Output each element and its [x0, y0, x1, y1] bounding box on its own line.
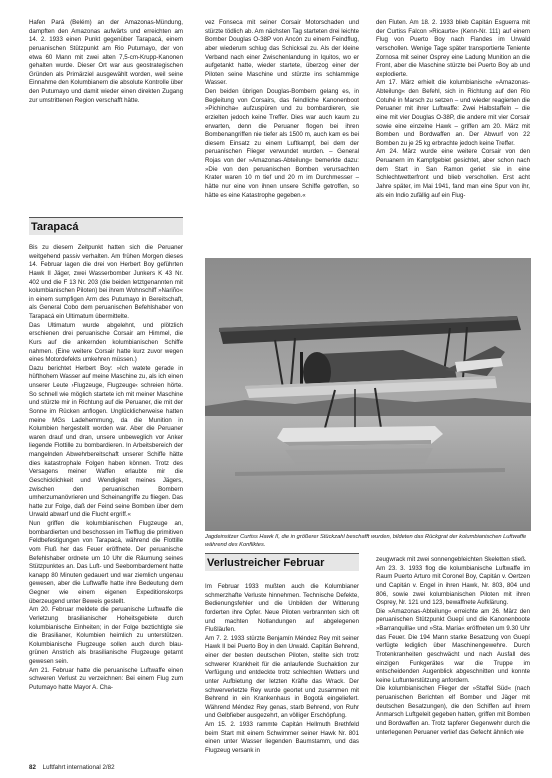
- paragraph: den Fluten. Am 18. 2. 1933 blieb Capitán Esguerra mit der Curtiss Falcon »Ricaurte« (Kenn-Nr. 111) auf einem Flug von Puerto Boy nach Flandes im Urwald verschollen. Wenige Tage später transportierte Teniente Zornosa mit seiner Osprey eine Ladung Munition an die Front, aber die Maschine stürzte bei Puerto Boy ab und explodierte.: [376, 19, 530, 78]
- paragraph: Am 23. 3. 1933 flog die kolumbianische Luftwaffe im Raum Puerto Arturo mit Coronel Boy, Capitán v. Oertzen und Capitán v. Engel in ihren Hawk, Nr. 803, 804 und 806, sowie zwei kolumbianischen Piloten mit ihren Osprey, Nr. 121 und 123, bewaffnete Aufklärung.: [376, 564, 530, 607]
- paragraph: Hafen Pará (Belém) an der Amazonas-Mündung, dampften den Amazonas aufwärts und erreichten am 14. 2. 1933 einen Punkt gegenüber Tarapacá, einem peruanischen Stützpunkt am Rio Putumayo, der von etwa 60 Mann mit zwei alten 7,5-cm-Krupp-Kanonen gehalten wurde. Dieser Ort war aus geostrategischen Gründen als Primärziel ausgewählt worden, weil seine Einnahme den Kolumbianern die absolute Kontrolle über den Putumayo und damit wieder einen direkten Zugang zur umstrittenen Region verschafft hätte.: [29, 19, 183, 104]
- column-1-main: [29, 244, 183, 693]
- page-footer: [29, 764, 115, 772]
- page-number: 82: [29, 764, 36, 771]
- column-3-top: [376, 19, 530, 200]
- section-rule: [29, 217, 183, 218]
- photo-curtiss-hawk-floatplane: [205, 258, 531, 531]
- photo-caption: Jagdeinsitzer Curtiss Hawk II, die in größerer Stückzahl beschafft wurden, bildeten das Rückgrat der kolumbianischen Luftwaffe während des Konfliktes.: [205, 534, 527, 548]
- column-1-intro: [29, 19, 183, 105]
- column-2-top: [205, 19, 359, 200]
- paragraph: Die kolumbianischen Flieger der »Staffel Süd« (nach peruanischen Berichten elf Bomber und Jäger mit deutschen Besatzungen), die den Schiffen auf ihrem Anmarsch Luftgeleit gegeben hatten, griffen mit Bomben und Bordwaffen an. Trotz tapferer Gegenwehr durch die unterlegenen Peruaner verlief das Gefecht ähnlich wie: [376, 685, 530, 736]
- paragraph: Den beiden übrigen Douglas-Bombern gelang es, in Begleitung von Corsairs, das feindliche Kanonenboot »Pichincha« aufzuspüren und zu bombardieren, sie erzielten jedoch keine Treffer. Dies war auch kaum zu erwarten, denn die Peruaner flogen bei ihren Bombenangriffen nie tiefer als 1500 m, auch kam es bei diesem Einsatz zu einem Luftkampf, bei dem der peruanischen Flieger verwundet wurden. – General Rojas von der »Amazonas-Abteilung« bemerkte dazu: »Die von den peruanischen Bomben verursachten Krater waren 10 m tief und 20 m im Durchmesser – hätte nur eine von ihnen unsere Schiffe getroffen, so hätte es eine Katastrophe gegeben.«: [205, 88, 359, 199]
- paragraph: Das Ultimatum wurde abgelehnt, und plötzlich erschienen drei peruanische Corsair am Himmel, die Kurs auf die ankernden kolumbianischen Schiffe nahmen. (Eine weitere Corsair hatte kurz zuvor wegen eines Motordefekts umkehren müssen.): [29, 321, 183, 364]
- paragraph: Dazu berichtet Herbert Boy: »Ich watete gerade in hüfthohem Wasser auf meine Maschine zu, als ich einen unserer Leute ›Flugzeuge, Flugzeuge‹ schreien hörte. So schnell wie möglich startete ich mit meiner Maschine und stürzte mir in Richtung auf die Peruaner, die mit der Sonne im Rücken anflogen. Unglücklicherweise hatten meine MGs Ladehemmung, da die Munition in Kolumbien hergestellt worden war. Aber die Peruaner waren drauf und dran, unsere unbeweglich vor Anker liegende Flottille zu bombardieren. In Arbeitsbereich der mangelnden Abwehrbereitschaft unserer Schiffe hätte dies katastrophale Folgen haben können. Trotz des Versagens meiner Waffen erlaubte mir die Geschicklichkeit und Wendigkeit meines Jägers, zwischen den peruanischen Bombern umherzumanövrieren und Scheinangriffe zu fliegen. Das hatte zur Folge, daß der Feind seine Bomben über dem Urwald abwarf und die Flucht ergriff.«: [29, 364, 183, 519]
- column-2-bottom: [205, 583, 359, 756]
- paragraph: Am 20. Februar meldete die peruanische Luftwaffe die Verletzung brasilianischer Hoheitsgebiete durch kolumbianische Einheiten; in der Folge beztichtigte sie die Brasilianer, Kolumbien heimlich zu unterstützen. Kolumbianische Flugzeuge sollen auch durch blau-grünen Anstrich als brasilianische Flugzeuge getarnt gewesen sein.: [29, 606, 183, 665]
- paragraph: Am 17. März erhielt die kolumbianische »Amazonas-Abteilung« den Befehl, sich in Richtung auf den Rio Cotuhé in Marsch zu setzen – und wieder reagierten die Peruaner mit ihrer Luftwaffe: Zwei Halbstaffeln – die eine mit vier Douglas O-38P, die andere mit vier Corsair sowie eine einzelne Hawk – griffen am 20. März mit Bomben und Bordwaffen an. Der Abwurf von 22 Bomben zu je 25 kg erbrachte jedoch keine Treffer.: [376, 79, 530, 147]
- section-title-tarapaca: Tarapacá: [31, 221, 79, 233]
- section-title-verlustreicher-februar: Verlustreicher Februar: [207, 557, 325, 569]
- paragraph: Im Februar 1933 mußten auch die Kolumbianer schmerzhafte Verluste hinnehmen. Technische Defekte, Bedienungsfehler und die Unbilden der Witterung forderten ihre Opfer. Neue Piloten verbrannten sich oft und machten Notlandungen auf abgelegenen Flußläufen.: [205, 583, 359, 634]
- paragraph: zeugwrack mit zwei sonnengebleichten Skeletten stieß.: [376, 556, 527, 563]
- paragraph: Am 21. Februar hatte die peruanische Luftwaffe einen schweren Verlust zu verzeichnen: Bei einem Flug zum Putumayo hatte Mayor A. Cha-: [29, 666, 183, 691]
- column-3-bottom: [376, 556, 530, 737]
- paragraph: vez Fonseca mit seiner Corsair Motorschaden und stürzte tödlich ab. Am nächsten Tag starteten drei leichte Bomber Douglas O-38P von Ancón zu einem Feindflug, aber wiederum schlug das Schicksal zu. Als der kleine Verband nach einer Zwischenlandung in Iquitos, wo er aufgetankt hatte, wieder startete, überzog einer der Piloten seine Maschine und stürzte ins schlammige Wasser.: [205, 19, 359, 87]
- section-rule: [205, 553, 359, 554]
- paragraph: Bis zu diesem Zeitpunkt hatten sich die Peruaner weitgehend passiv verhalten. Am frühen Morgen dieses 14. Februar lagen die drei von Herbert Boy geführten Hawk II Jäger, zwei Wasserbomber Junkers K 43 Nr. 402 und die F 13 Nr. 203 (die beiden letztgenannten mit kolumbianischen Piloten) bei ihrem Wohnschiff »Nariño« in einem sumpfigen Arm des Putumayo in Bereitschaft, als General Cobo dem peruanischen Befehlshaber von Tarapacá ein Ultimatum übermittelte.: [29, 244, 183, 320]
- floatplane-illustration: [205, 258, 531, 531]
- paragraph: Am 7. 2. 1933 stürzte Benjamín Méndez Rey mit seiner Hawk II bei Puerto Boy in den Urwald. Capitán Behrend, einer der besten deutschen Piloten, stellte sich trotz schwerer Krankheit für die anlaufende Suchaktion zur Verfügung und entdeckte trotz schlechten Wetters und unter Aufbietung der letzten Kräfte das Wrack. Der schwerverletzte Rey wurde geortet und zusammen mit Behrend in ein Krankenhaus in Bogotá eingeliefert. Während Méndez Rey genas, starb Behrend, von Ruhr und Gelbfieber ausgezehrt, an völliger Erschöpfung.: [205, 634, 359, 720]
- paragraph: Die »Amazonas-Abteilung« erreichte am 26. März den peruanischen Stützpunkt Guepí und die Kanonenboote »Barranquilla« und »Sta. María« eröffneten um 9.30 Uhr das Feuer. Die 194 Mann starke Besatzung von Guepí verfügte lediglich über Maschinengewehre. Durch Trotenkranheiten geschwächt und nach Ausfall des einzigen Funkgerätes war die Truppe im entscheidenden Augenblick abgeschnitten und konnte keine Luftunterstützung anfordern.: [376, 607, 530, 684]
- magazine-name: Luftfahrt international 2/82: [42, 764, 115, 771]
- paragraph: Nun griffen die kolumbianischen Flugzeuge an, bombardierten und beschossen im Tiefflug die primitiven Feldbefestigungen von Tarapacá, während die Flottille vom Fluß her das Feuer eröffnete. Der peruanische Befehlshaber ordnete um 10 Uhr die Räumung seines Stützpunktes an. Das Luft- und Seebombardement hatte kanapp 80 Minuten gedauert und war ziemlich ungenau gewesen, aber die Luftwaffe hatte ihre Bedeutung dem Gegner wie einem eigenen Expeditionskorps überzeugend unter Beweis gestellt.: [29, 520, 183, 605]
- paragraph: Am 15. 2. 1933 rammte Capitán Hellmuth Brethfeld beim Start mit einem Schwimmer seiner Hawk Nr. 801 einen unter Wasser liegenden Baumstamm, und das Flugzeug versank in: [205, 721, 359, 754]
- paragraph: Am 24. März wurde eine weitere Corsair von den Peruanern im Kampfgebiet gesichtet, aber schon nach dem Start in San Ramon geriet sie in eine Schlechtwetterfront und blieb verschollen. Erst acht Jahre später, im Mai 1941, fand man eine Spur von ihr, als ein Indio zufällig auf ein Flug-: [376, 148, 530, 199]
